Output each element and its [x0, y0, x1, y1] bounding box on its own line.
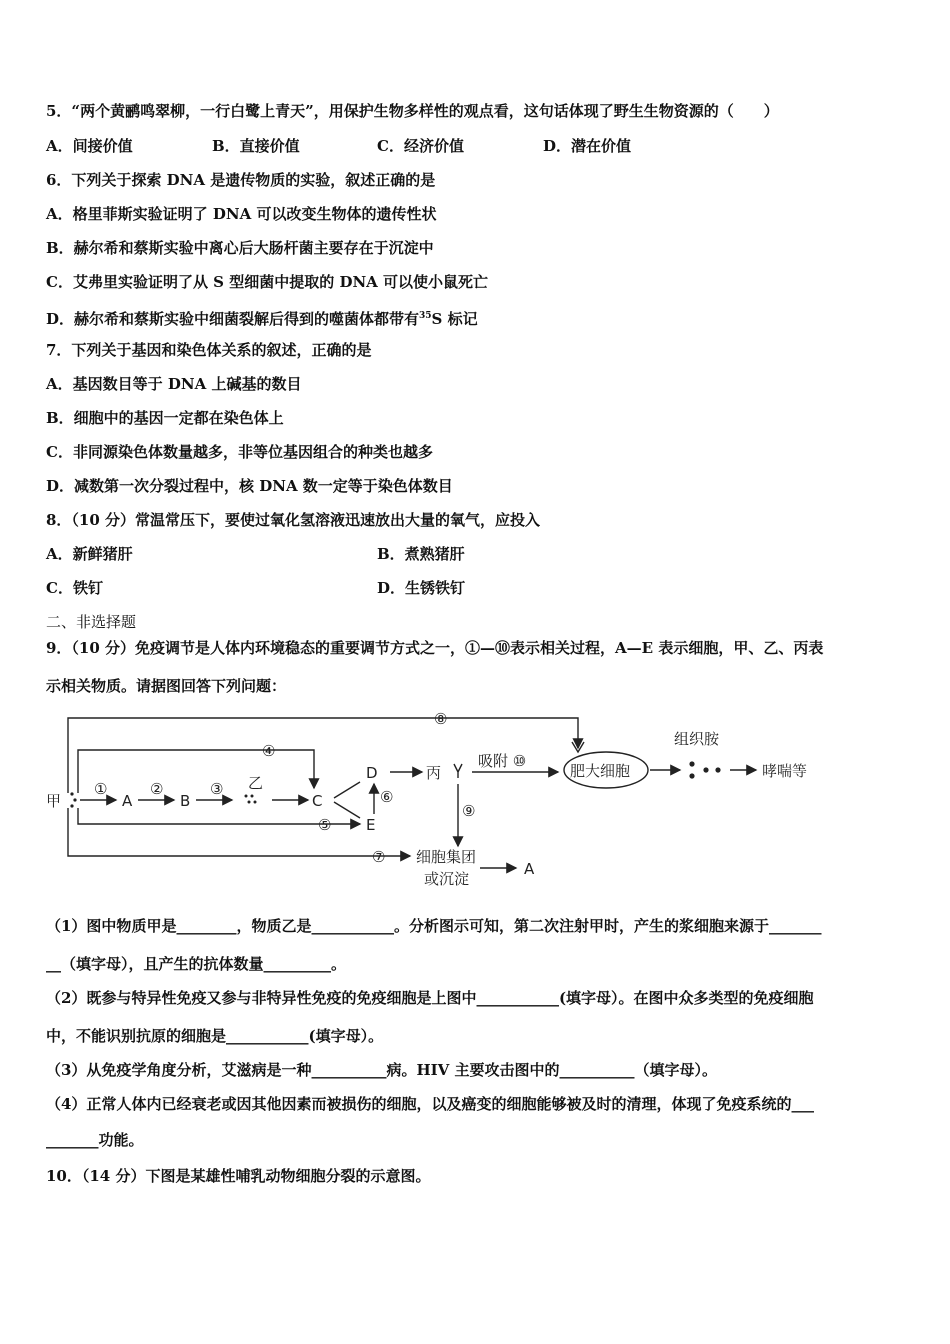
label-yi: 乙 — [248, 774, 264, 792]
q7-option-d: D．减数第一次分裂过程中，核 DNA 数一定等于染色体数目 — [46, 477, 453, 495]
q6-option-c: C．艾弗里实验证明了从 S 型细菌中提取的 DNA 可以使小鼠死亡 — [46, 273, 489, 291]
label-A: A — [122, 792, 133, 810]
step-1: ① — [94, 780, 108, 798]
q9-part3: （3）从免疫学角度分析，艾滋病是一种__________病。HIV 主要攻击图中的__________（填字母）。 — [46, 1061, 717, 1079]
label-jia: 甲 — [46, 792, 62, 810]
label-mast-cell: 肥大细胞 — [570, 762, 631, 780]
q5-option-c: C．经济价值 — [377, 137, 464, 155]
immune-diagram — [40, 708, 860, 898]
q9-part1-line1: （1）图中物质甲是________，物质乙是___________。分析图示可知，第二次注射甲时，产生的浆细胞来源于_______ — [46, 917, 822, 935]
label-adsorb: 吸附 ⑩ — [478, 752, 527, 770]
isotope-superscript: 35 — [419, 311, 432, 321]
q7-stem: 7．下列关于基因和染色体关系的叙述，正确的是 — [46, 341, 372, 359]
step-3: ③ — [210, 780, 224, 798]
q7-option-a: A．基因数目等于 DNA 上碱基的数目 — [46, 375, 302, 393]
q9-stem-line1: 9．（10 分）免疫调节是人体内环境稳态的重要调节方式之一，①—⑩表示相关过程，A—E 表示细胞，甲、乙、丙表 — [46, 639, 824, 657]
q9-stem-line2: 示相关物质。请据图回答下列问题： — [46, 677, 287, 695]
section-title: 二、非选择题 — [46, 613, 137, 631]
q9-part2-line1: （2）既参与特异性免疫又参与非特异性免疫的免疫细胞是上图中___________(填字母）。在图中众多类型的免疫细胞 — [46, 989, 814, 1007]
path-4-line — [78, 750, 314, 793]
label-histamine: 组织胺 — [674, 730, 720, 748]
q8-option-d: D．生锈铁钉 — [377, 579, 466, 597]
q7-option-b: B．细胞中的基因一定都在染色体上 — [46, 409, 284, 427]
q5-option-b: B．直接价值 — [212, 137, 300, 155]
label-E: E — [366, 816, 376, 834]
q5-option-d: D．潜在价值 — [543, 137, 632, 155]
q9-part1-line2: __（填字母），且产生的抗体数量_________。 — [46, 955, 347, 973]
label-C: C — [312, 792, 323, 810]
label-D: D — [366, 764, 378, 782]
q9-part4-line2: _______功能。 — [46, 1131, 144, 1149]
q8-stem: 8．（10 分）常温常压下，要使过氧化氢溶液迅速放出大量的氧气，应投入 — [46, 511, 541, 529]
label-bing: 丙 — [426, 764, 442, 782]
q6-option-d-text: D．赫尔希和蔡斯实验中细菌裂解后得到的噬菌体都带有 — [46, 310, 420, 328]
q10-stem: 10．（14 分）下图是某雄性哺乳动物细胞分裂的示意图。 — [46, 1167, 431, 1185]
q8-option-b: B．煮熟猪肝 — [377, 545, 465, 563]
step-7: ⑦ — [372, 848, 386, 866]
q6-stem: 6．下列关于探索 DNA 是遗传物质的实验，叙述正确的是 — [46, 171, 436, 189]
step-6: ⑥ — [380, 788, 394, 806]
q8-option-a: A．新鲜猪肝 — [46, 545, 133, 563]
q5-stem: 5．“两个黄鹂鸣翠柳，一行白鹭上青天”，用保护生物多样性的观点看，这句话体现了野生生物资源的（ ） — [46, 102, 779, 120]
step-2: ② — [150, 780, 164, 798]
q9-part4-line1: （4）正常人体内已经衰老或因其他因素而被损伤的细胞，以及癌变的细胞能够被及时的清理，体现了免疫系统的___ — [46, 1095, 814, 1113]
q6-option-d — [46, 306, 478, 329]
step-8: ⑧ — [434, 710, 448, 728]
step-9: ⑨ — [462, 802, 476, 820]
q7-option-c: C．非同源染色体数量越多，非等位基因组合的种类也越多 — [46, 443, 433, 461]
q8-option-c: C．铁钉 — [46, 579, 103, 597]
q6-option-b: B．赫尔希和蔡斯实验中离心后大肠杆菌主要存在于沉淀中 — [46, 239, 434, 257]
label-A-result: A — [524, 860, 535, 878]
q6-option-a: A．格里菲斯实验证明了 DNA 可以改变生物体的遗传性状 — [46, 205, 437, 223]
antibody-icon — [454, 764, 462, 778]
label-cluster-1: 细胞集团 — [416, 848, 477, 866]
label-cluster-2: 或沉淀 — [424, 870, 470, 888]
q6-option-d-tail: S 标记 — [431, 310, 478, 328]
step-5: ⑤ — [318, 816, 332, 834]
q5-option-a: A．间接价值 — [46, 137, 133, 155]
step-4: ④ — [262, 742, 276, 760]
q9-part2-line2: 中，不能识别抗原的细胞是___________(填字母）。 — [46, 1027, 384, 1045]
label-wheeze: 哮喘等 — [762, 762, 808, 780]
label-B: B — [180, 792, 191, 810]
